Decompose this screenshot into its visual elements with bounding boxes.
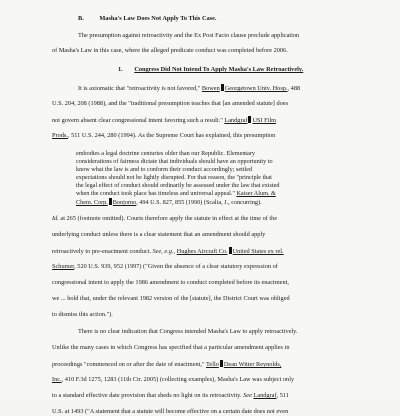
paragraph3-line6: we ... hold that, under the relevant 1982 version of the [statute], the District Court was obliged [52, 295, 290, 302]
text-span: , 511 U.S. 244, 280 (1994). As the Supreme Court has explained, this presumption [67, 132, 276, 139]
text-span: , [173, 248, 177, 255]
citation: Chem. Corp. [76, 199, 108, 206]
citation: Landgraf [224, 117, 248, 124]
paragraph2-line2: U.S. 204, 208 (1988), and the "traditional presumption teaches that [an amended statute] does [52, 100, 289, 107]
paragraph4-line2: Unlike the many cases in which Congress has specified that a particular amendment applies in [52, 344, 290, 351]
citation: Georgetown Univ. Hosp. [224, 85, 288, 92]
citation: Inc. [52, 376, 62, 383]
paragraph3-line3 [52, 247, 284, 256]
block-quote-line: know what the law is and to conform their conduct accordingly; settled [76, 166, 253, 173]
text-span: , 488 [287, 85, 301, 92]
text-span: at 265 (footnote omitted). Courts therefore apply the statute in effect at the time of the [58, 215, 278, 222]
paragraph3-line1 [52, 215, 277, 223]
citation: Dean Witter Reynolds, [223, 361, 282, 368]
section-letter: B. [78, 15, 84, 22]
paragraph1-line2: of Masha's Law in this case, where the alleged predicate conduct was completed before 2006. [52, 47, 288, 54]
redaction-mark [229, 247, 232, 254]
paragraph3-line7: to dismiss this action."). [52, 311, 113, 318]
text-span: , 494 U.S. 827, 855 (1990) (Scalia, J., concurring). [136, 199, 262, 206]
citation: USI Film [252, 117, 277, 124]
paragraph4-line5 [52, 392, 289, 400]
redaction-mark [221, 84, 224, 91]
citation: Prods. [52, 132, 68, 139]
paragraph4-line1: There is no clear indication that Congress intended Masha's Law to apply retroactively. [78, 328, 298, 335]
paragraph4-line4 [52, 376, 294, 384]
paragraph3-line4 [52, 263, 278, 271]
citation: Landgraf [253, 392, 277, 399]
paragraph4-line6: U.S. at 1493 ("A statement that a statute will become effective on a certain date does not even [52, 408, 289, 415]
text-span: , 410 F.3d 1275, 1283 (11th Cir. 2005) (collecting examples), Masha's Law was subject only [61, 376, 295, 383]
citation-id: Id. [52, 215, 59, 222]
citation: Kaiser Alum. & [236, 190, 276, 197]
subheading-title: Congress Did Not Intend To Apply Masha's Law Retroactively. [134, 66, 304, 73]
citation: United States ex rel. [232, 248, 284, 255]
citation: Bonjorno [112, 199, 137, 206]
paragraph2-line3 [52, 116, 276, 125]
subheading-number: 1. [118, 66, 123, 73]
text-span: , 520 U.S. 939, 952 (1997) ("Given the absence of a clear statutory expression of [74, 263, 278, 270]
paragraph3-line5: congressional intent to apply the 1986 amendment to conduct completed before its enactment, [52, 279, 289, 286]
section-title: Masha's Law Does Not Apply To This Case. [99, 15, 217, 22]
block-quote-line: considerations of fairness dictate that individuals should have an opportunity to [76, 158, 273, 165]
text-span: retroactively to pre-enactment conduct. [52, 248, 153, 255]
signal: See [243, 392, 252, 399]
paragraph4-line3 [52, 360, 281, 369]
text-span: when the conduct took place has timeless and universal appeal." [76, 190, 237, 197]
citation: Hughes Aircraft Co. [176, 248, 228, 255]
citation: Bowen [201, 85, 220, 92]
redaction-mark [220, 360, 223, 367]
paragraph2-line4 [52, 132, 275, 140]
paragraph1-line1: The presumption against retroactivity and the Ex Post Facto clause preclude application [78, 32, 300, 39]
paragraph2-line1 [78, 84, 300, 93]
text-span: not govern absent clear congressional intent favoring such a result." [52, 117, 225, 124]
text-span: proceedings "commenced on or after the date of enactment," [52, 361, 206, 368]
citation: Tello [206, 361, 219, 368]
redaction-mark [248, 116, 251, 123]
text-span: It is axiomatic that "retroactivity is not favored," [78, 85, 202, 92]
section-heading [78, 15, 216, 23]
redaction-mark [109, 198, 112, 205]
signal: See, e.g. [152, 248, 174, 255]
text-span: , 511 [276, 392, 289, 399]
block-quote-line: expectations should not be lightly disrupted. For that reason, the "principle that [76, 174, 272, 181]
citation: Schumer [52, 263, 75, 270]
subheading [118, 66, 303, 74]
block-quote-line [76, 190, 276, 198]
paragraph3-line2: underlying conduct unless there is a clear statement that an amendment should apply [52, 231, 266, 238]
block-quote-line [76, 198, 262, 207]
text-span: to a standard effective date provision that sheds no light on its retroactivity. [52, 392, 244, 399]
block-quote-line: the legal effect of conduct should ordinarily be assessed under the law that existed [76, 182, 280, 189]
block-quote-line: embodies a legal doctrine centuries older than our Republic. Elementary [76, 150, 256, 157]
